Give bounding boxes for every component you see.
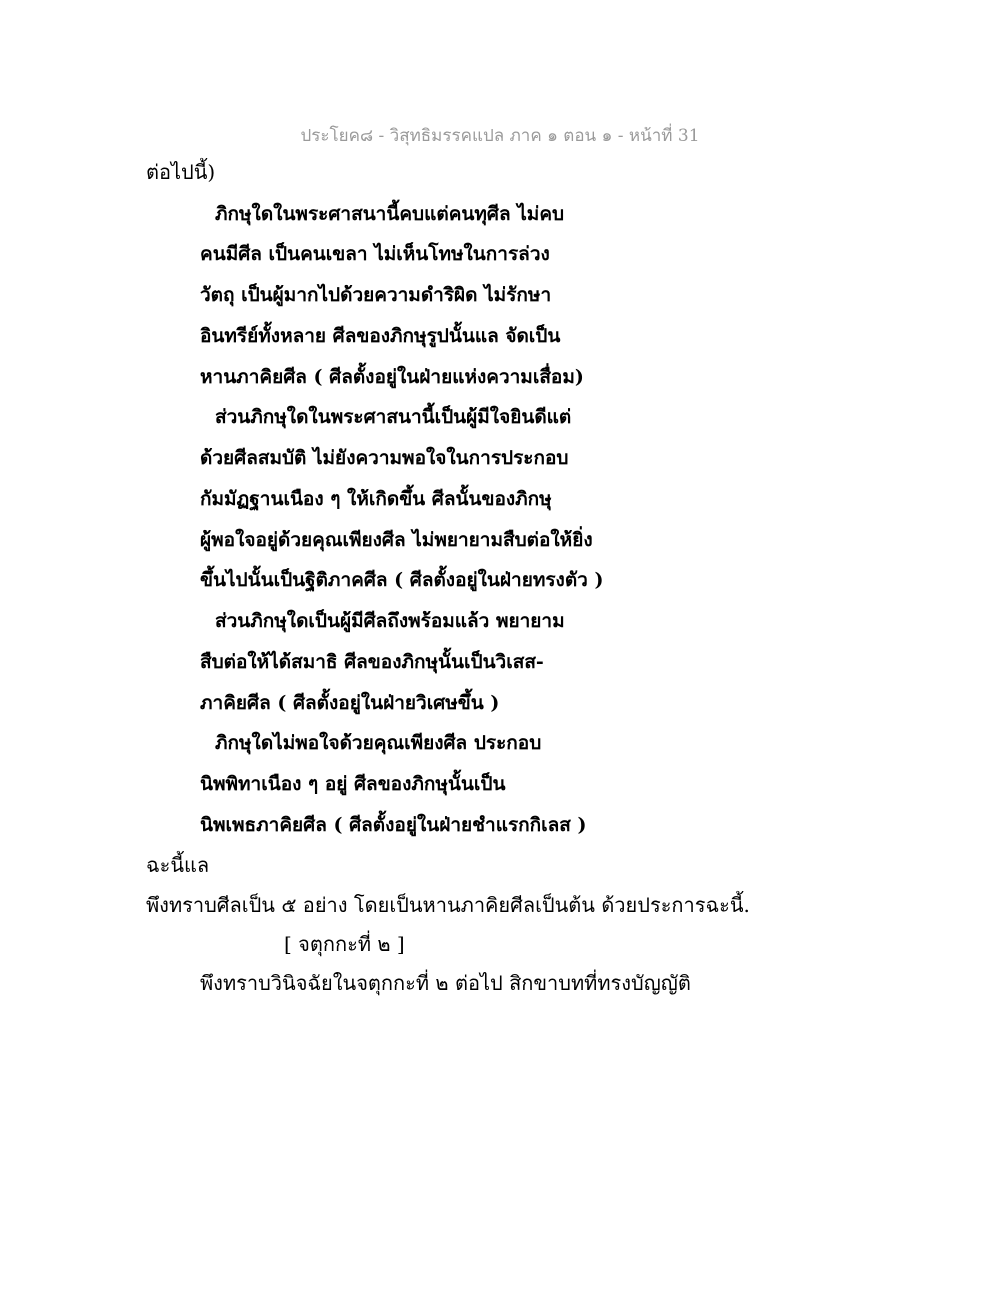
verse-line: ส่วนภิกษุใดในพระศาสนานี้เป็นผู้มีใจยินดีแต่ (215, 406, 572, 428)
verse-line: ภิกษุใดในพระศาสนานี้คบแต่คนทุศีล ไม่คบ (215, 203, 565, 225)
verse-line: ผู้พอใจอยู่ด้วยคุณเพียงศีล ไม่พยายามสืบต่อให้ยิ่ง (200, 529, 593, 551)
verse-line: ภิกษุใดไม่พอใจด้วยคุณเพียงศีล ประกอบ (215, 732, 542, 754)
verse-line: อินทรีย์ทั้งหลาย ศีลของภิกษุรูปนั้นแล จัดเป็น (200, 325, 561, 347)
verse-line: คนมีศีล เป็นคนเขลา ไม่เห็นโทษในการล่วง (200, 243, 550, 265)
verse-line: กัมมัฏฐานเนือง ๆ ให้เกิดขึ้น ศีลนั้นของภิกษุ (200, 488, 552, 510)
verse-line: วัตถุ เป็นผู้มากไปด้วยความดำริผิด ไม่รักษา (200, 284, 552, 306)
verse-line: หานภาคิยศีล ( ศีลตั้งอยู่ในฝ่ายแห่งความเสื่อม) (200, 366, 584, 388)
section-heading: [ จตุกกะที่ ๒ ] (284, 932, 405, 956)
paragraph-start: พึงทราบวินิจฉัยในจตุกกะที่ ๒ ต่อไป สิกขาบทที่ทรงบัญญัติ (200, 971, 691, 995)
verse-line: นิพเพธภาคิยศีล ( ศีลตั้งอยู่ในฝ่ายชำแรกกิเลส ) (200, 814, 587, 836)
continuation-text: ต่อไปนี้) (146, 160, 216, 184)
verse-line: ส่วนภิกษุใดเป็นผู้มีศีลถึงพร้อมแล้ว พยายาม (215, 610, 565, 632)
verse-line: สืบต่อให้ได้สมาธิ ศีลของภิกษุนั้นเป็นวิเสส- (200, 651, 544, 673)
verse-line: ภาคิยศีล ( ศีลตั้งอยู่ในฝ่ายวิเศษขึ้น ) (200, 692, 500, 714)
summary-paragraph: พึงทราบศีลเป็น ๕ อย่าง โดยเป็นหานภาคิยศีลเป็นต้น ด้วยประการฉะนี้. (146, 893, 750, 917)
closing-text: ฉะนี้แล (146, 853, 210, 877)
verse-line: ขึ้นไปนั้นเป็นฐิติภาคศีล ( ศีลตั้งอยู่ในฝ่ายทรงตัว ) (200, 569, 604, 591)
running-header: ประโยค๘ - วิสุทธิมรรคแปล ภาค ๑ ตอน ๑ - หน้าที่ 31 (300, 126, 700, 146)
verse-line: ด้วยศีลสมบัติ ไม่ยังความพอใจในการประกอบ (200, 447, 569, 469)
verse-line: นิพพิทาเนือง ๆ อยู่ ศีลของภิกษุนั้นเป็น (200, 773, 506, 795)
